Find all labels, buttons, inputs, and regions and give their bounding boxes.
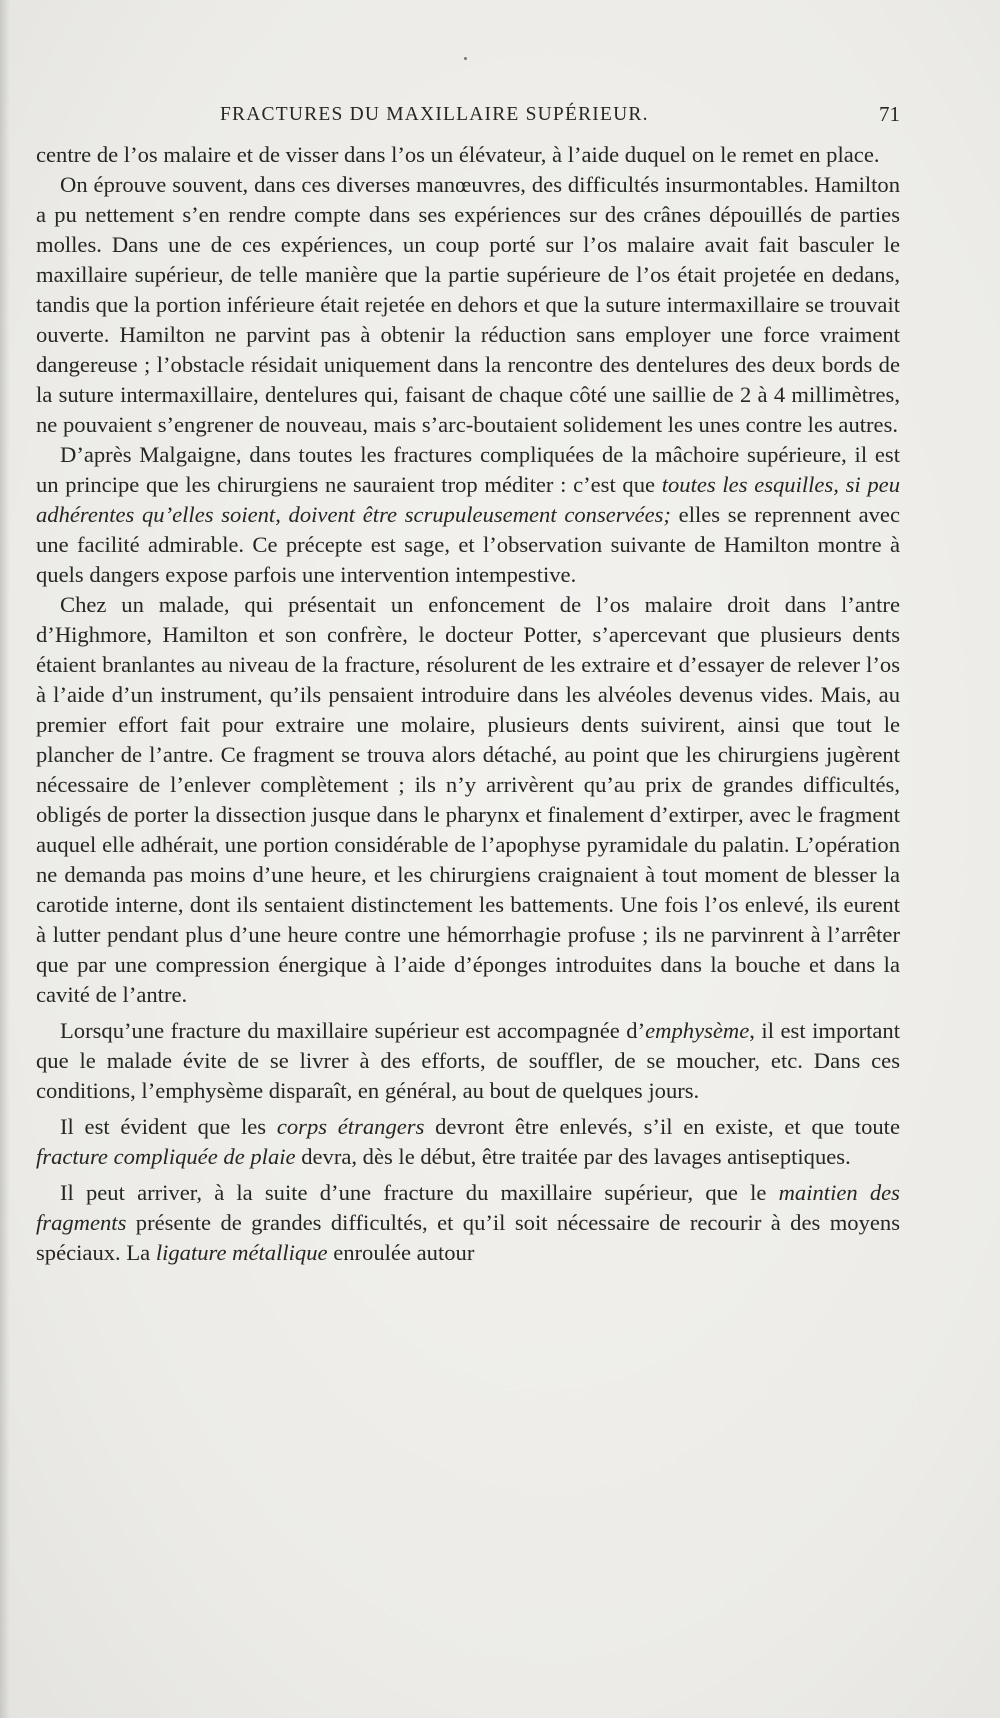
text-segment: Il peut arriver, à la suite d’une fracture du maxillaire supérieur, que le xyxy=(60,1180,779,1205)
page-header xyxy=(36,104,900,134)
text-segment: , il est important que le malade évite de se livrer à des efforts, de souffler, de se moucher, etc. Dans ces conditions, l’emphysème disparaît, en général, au bout de quelques jours. xyxy=(36,1018,900,1103)
paragraph xyxy=(36,440,900,590)
page-number: 71 xyxy=(879,102,900,126)
text-segment: D’après Malgaigne, dans toutes les fractures compliquées de la mâchoire supérieure, il est un principe que les chirurgiens ne sauraient trop méditer : c’est que xyxy=(36,442,900,497)
text-segment: Il est évident que les xyxy=(60,1114,277,1139)
paragraph xyxy=(36,1112,900,1172)
paragraph xyxy=(36,170,900,440)
text-segment: enroulée autour xyxy=(327,1240,475,1265)
text-segment: Chez un malade, qui présentait un enfoncement de l’os malaire droit dans l’antre d’Highmore, Hamilton et son confrère, le docteur Potter, s’apercevant que plusieurs dents étaient branlantes au niveau de la fracture, résolurent de les extraire et d’essayer de relever l’os à l’aide d’un instrument, qu’ils pensaient introduire dans les alvéoles devenus vides. Mais, au premier effort fait pour extraire une molaire, plusieurs dents suivirent, ainsi que tout le plancher de l’antre. Ce fragment se trouva alors détaché, au point que les chirurgiens jugèrent nécessaire de l’enlever complètement ; ils n’y arrivèrent qu’au prix de grandes difficultés, obligés de porter la dissection jusque dans le pharynx et finalement d’extirper, avec le fragment auquel elle adhérait, une portion considérable de l’apophyse pyramidale du palatin. L’opération ne demanda pas moins d’une heure, et les chirurgiens craignaient à tout moment de blesser la carotide interne, dont ils sentaient distinctement les battements. Une fois l’os enlevé, ils eurent à lutter pendant plus d’une heure contre une hémorrhagie profuse ; ils ne parvinrent à l’arrêter que par une compression énergique à l’aide d’éponges introduites dans la bouche et dans la cavité de l’antre. xyxy=(36,592,900,1007)
paragraph xyxy=(36,1178,900,1268)
print-speck xyxy=(464,57,467,60)
paragraph xyxy=(36,1016,900,1106)
text-segment: centre de l’os malaire et de visser dans l’os un élévateur, à l’aide duquel on le remet en place. xyxy=(36,142,880,167)
italic-text: corps étrangers xyxy=(276,1114,425,1139)
running-title: FRACTURES DU MAXILLAIRE SUPÉRIEUR. xyxy=(220,104,649,125)
italic-text: emphysème xyxy=(645,1018,750,1043)
italic-text: toutes les esquilles, si peu adhérentes qu’elles soient, doivent être scrupuleusement conservées; xyxy=(36,472,900,527)
text-segment: elles se reprennent avec une facilité admirable. Ce précepte est sage, et l’observation suivante de Hamilton montre à quels dangers expose parfois une intervention intempestive. xyxy=(36,502,900,587)
body-text xyxy=(36,140,900,1268)
paragraph xyxy=(36,140,900,170)
text-segment: devra, dès le début, être traitée par des lavages antiseptiques. xyxy=(295,1144,851,1169)
text-segment: Lorsqu’une fracture du maxillaire supérieur est accompagnée d’ xyxy=(60,1018,646,1043)
spine-shadow xyxy=(0,0,10,1718)
text-segment: On éprouve souvent, dans ces diverses manœuvres, des difficultés insurmontables. Hamilton a pu nettement s’en rendre compte dans ses expériences sur des crânes dépouillés de parties molles. Dans une de ces expériences, un coup porté sur l’os malaire avait fait basculer le maxillaire supérieur, de telle manière que la partie supérieure de l’os était projetée en dedans, tandis que la portion inférieure était rejetée en dehors et que la suture intermaxillaire se trouvait ouverte. Hamilton ne parvint pas à obtenir la réduction sans employer une force vraiment dangereuse ; l’obstacle résidait uniquement dans la rencontre des dentelures des deux bords de la suture intermaxillaire, dentelures qui, faisant de chaque côté une saillie de 2 à 4 millimètres, ne pouvaient s’engrener de nouveau, mais s’arc-boutaient solidement les unes contre les autres. xyxy=(36,172,900,437)
italic-text: maintien des fragments xyxy=(36,1180,900,1235)
text-segment: devront être enlevés, s’il en existe, et que toute xyxy=(424,1114,900,1139)
italic-text: fracture compliquée de plaie xyxy=(36,1144,296,1169)
italic-text: ligature métallique xyxy=(155,1240,328,1265)
text-segment: présente de grandes difficultés, et qu’il soit nécessaire de recourir à des moyens spéciaux. La xyxy=(36,1210,900,1265)
paragraph xyxy=(36,590,900,1010)
